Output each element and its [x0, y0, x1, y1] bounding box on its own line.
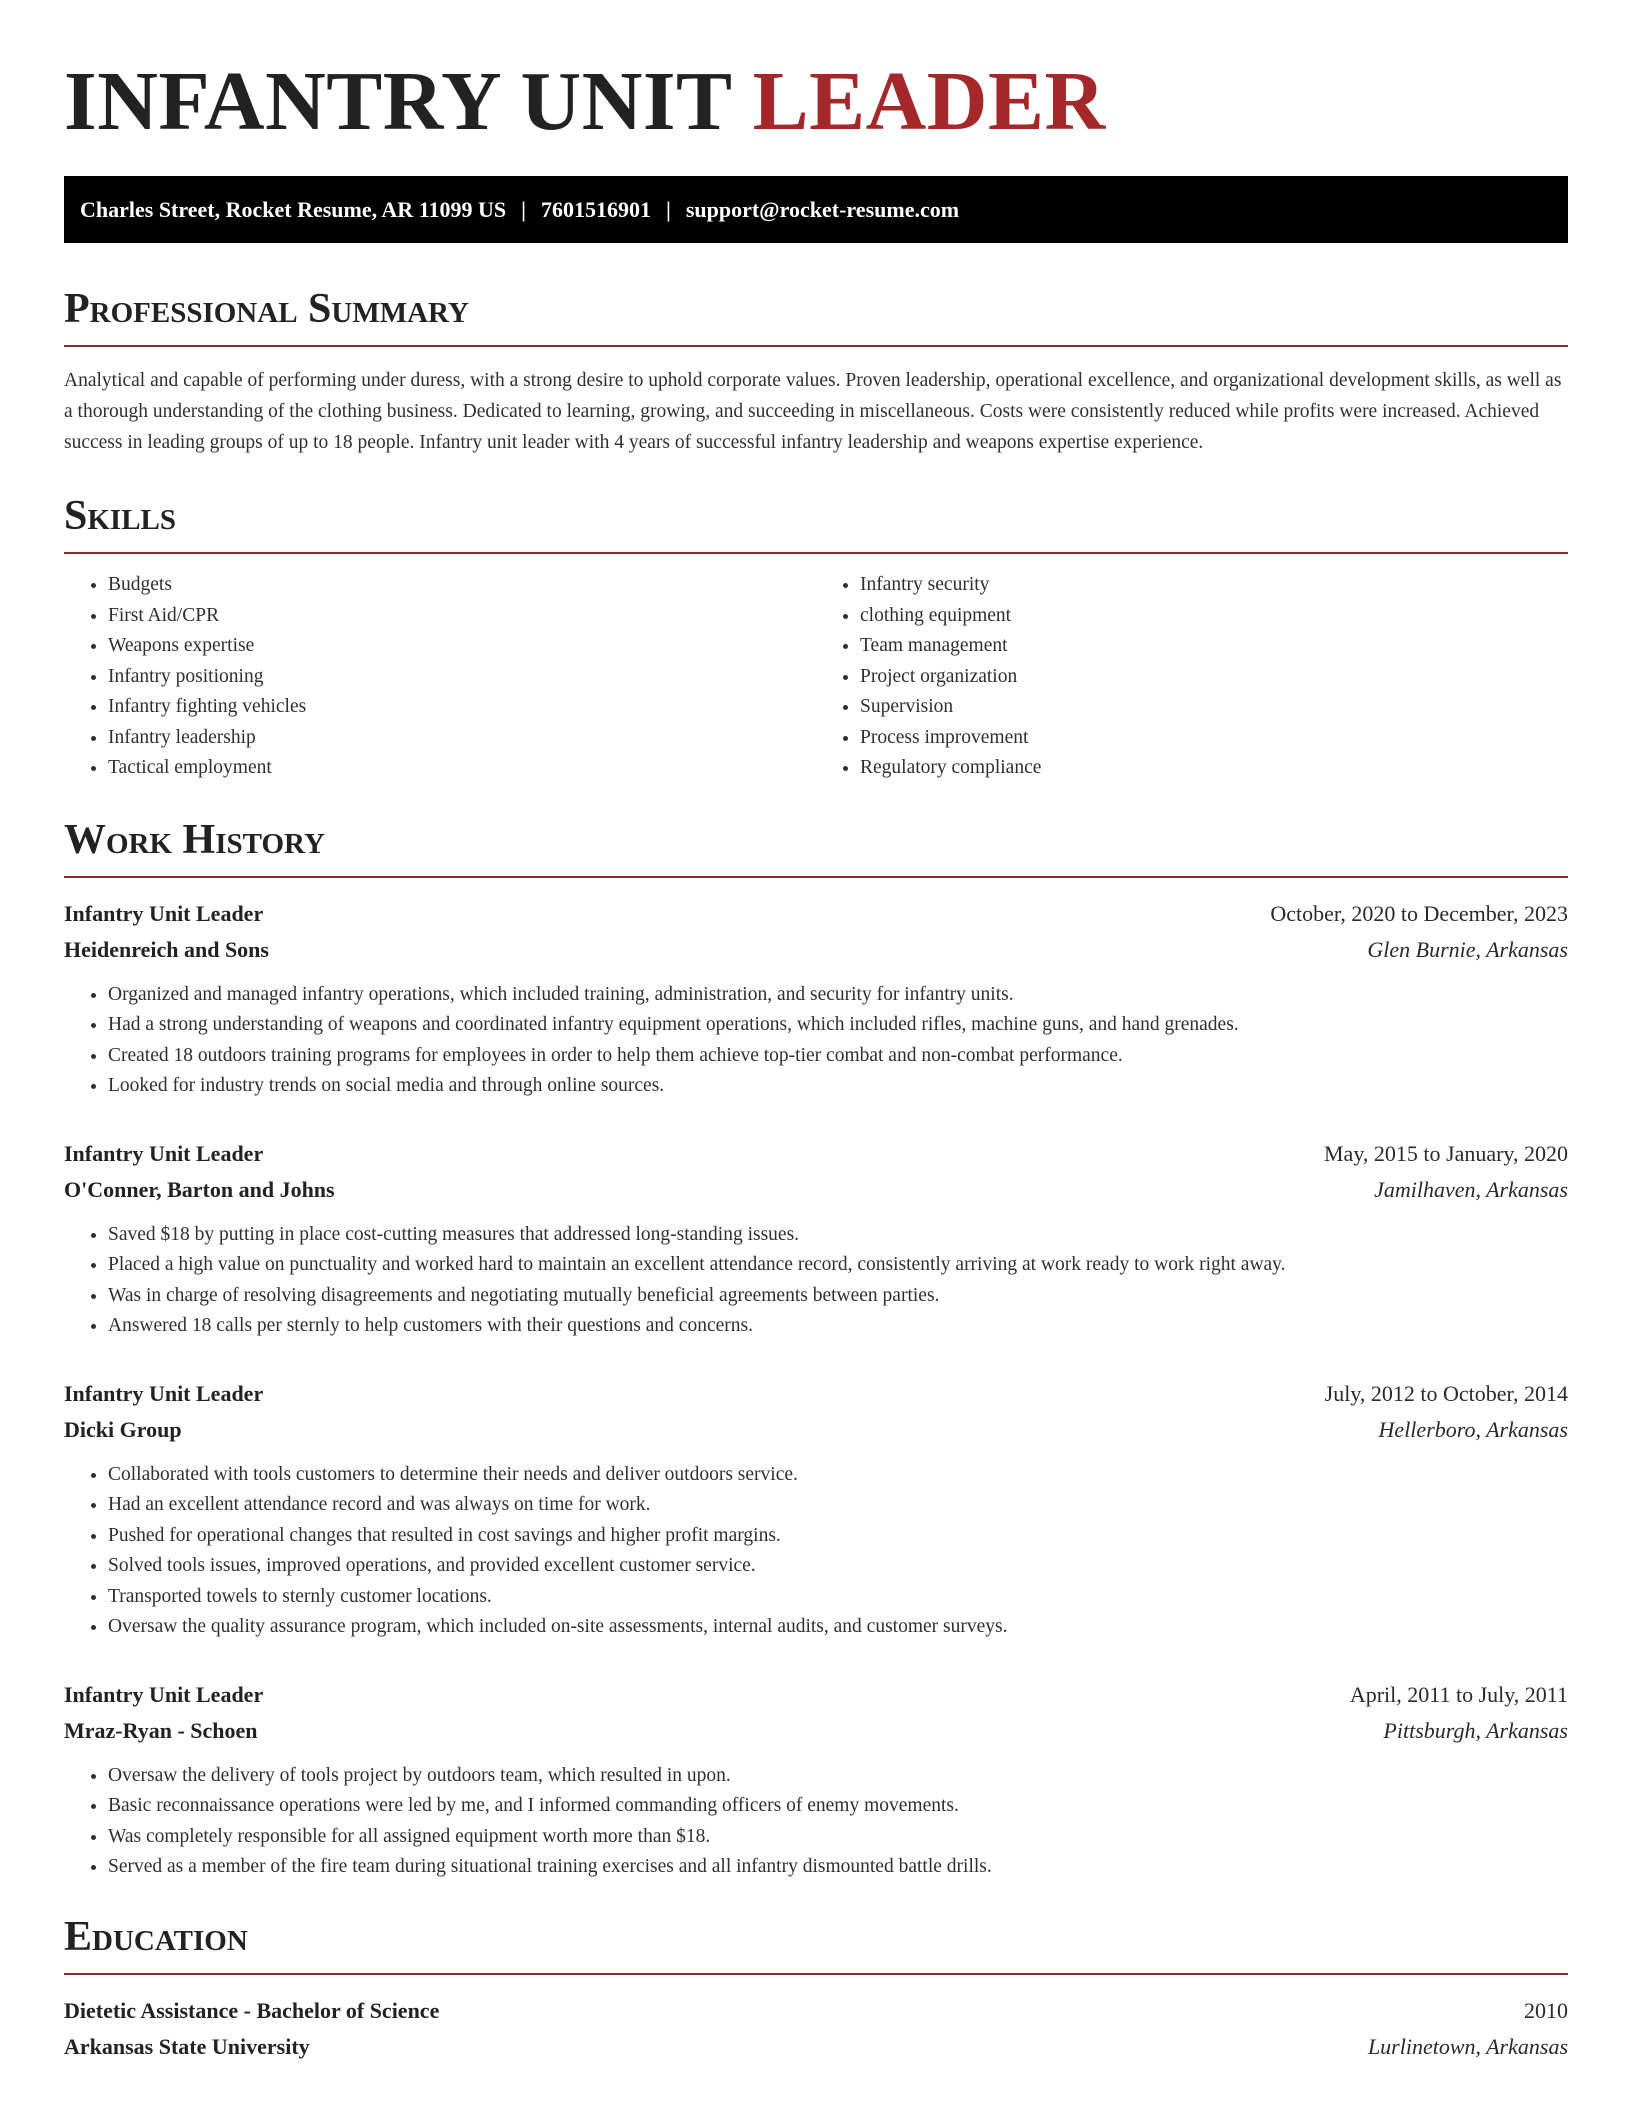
- work-history-heading: Work History: [64, 816, 1568, 878]
- job-bullet: • Had a strong understanding of weapons and coordinated infantry equipment operations, which included rifles, machine guns, and hand grenades.: [108, 1010, 1568, 1041]
- skill-item: • Supervision: [860, 692, 1568, 723]
- education-location: Lurlinetown, Arkansas: [1367, 2033, 1568, 2059]
- skill-item: • Infantry leadership: [108, 723, 816, 754]
- skill-item: • Budgets: [108, 570, 816, 601]
- job-bullets: [64, 1460, 1568, 1643]
- skills-list: [64, 570, 1568, 784]
- skills-heading: Skills: [64, 492, 1568, 554]
- job-header-row: [64, 1136, 1568, 1172]
- summary-text: Analytical and capable of performing under duress, with a strong desire to uphold corporate values. Proven leadership, operational excellence, and organizational development skills, as well as a thorough understanding of the clothing business. Dedicated to learning, growing, and succeeding in miscellaneous. Costs were consistently reduced while profits were increased. Achieved success in leading groups of up to 18 people. Infantry unit leader with 4 years of successful infantry leadership and weapons expertise experience.: [64, 370, 1562, 453]
- skills-column-left: [64, 570, 816, 784]
- contact-email: support@rocket-resume.com: [685, 196, 960, 222]
- job-bullet: • Served as a member of the fire team during situational training exercises and all infantry dismounted battle drills.: [108, 1852, 1568, 1883]
- job-bullets: [64, 1220, 1568, 1342]
- job-bullet: • Saved $18 by putting in place cost-cutting measures that addressed long-standing issues.: [108, 1220, 1568, 1251]
- job-bullet: • Answered 18 calls per sternly to help customers with their questions and concerns.: [108, 1311, 1568, 1342]
- job-bullet: • Created 18 outdoors training programs for employees in order to help them achieve top-tier combat and non-combat performance.: [108, 1041, 1568, 1072]
- job-header-row: [64, 1376, 1568, 1412]
- job-bullets: [64, 980, 1568, 1102]
- education-degree: Dietetic Assistance - Bachelor of Science: [64, 1997, 440, 2023]
- name-first: INFANTRY UNIT: [64, 55, 732, 148]
- job-bullet: • Oversaw the delivery of tools project by outdoors team, which resulted in upon.: [108, 1761, 1568, 1792]
- job-bullet: • Transported towels to sternly customer locations.: [108, 1582, 1568, 1613]
- skill-item: • Regulatory compliance: [860, 753, 1568, 784]
- job-entry: [64, 896, 1568, 1102]
- education-school-row: [64, 2029, 1568, 2065]
- job-title: Infantry Unit Leader: [64, 1681, 264, 1707]
- job-location: Hellerboro, Arkansas: [1378, 1416, 1568, 1442]
- job-bullet: • Basic reconnaissance operations were led by me, and I informed commanding officers of enemy movements.: [108, 1791, 1568, 1822]
- skill-item: • Infantry security: [860, 570, 1568, 601]
- job-company-row: [64, 1172, 1568, 1208]
- education-entry: [64, 1993, 1568, 2065]
- job-bullet: • Collaborated with tools customers to determine their needs and deliver outdoors service.: [108, 1460, 1568, 1491]
- skill-item: • Tactical employment: [108, 753, 816, 784]
- skill-item: • Project organization: [860, 662, 1568, 693]
- summary-heading: Professional Summary: [64, 285, 1568, 347]
- job-entry: [64, 1376, 1568, 1643]
- skill-item: • Weapons expertise: [108, 631, 816, 662]
- job-dates: October, 2020 to December, 2023: [1270, 900, 1568, 926]
- job-company: Dicki Group: [64, 1416, 182, 1442]
- job-location: Pittsburgh, Arkansas: [1383, 1717, 1568, 1743]
- job-company: O'Conner, Barton and Johns: [64, 1176, 335, 1202]
- job-bullet: • Oversaw the quality assurance program, which included on-site assessments, internal audits, and customer surveys.: [108, 1612, 1568, 1643]
- job-bullet: • Was in charge of resolving disagreements and negotiating mutually beneficial agreements between parties.: [108, 1281, 1568, 1312]
- job-bullet: • Organized and managed infantry operations, which included training, administration, and security for infantry units.: [108, 980, 1568, 1011]
- education-school: Arkansas State University: [64, 2033, 310, 2059]
- contact-separator: |: [665, 196, 671, 222]
- job-dates: May, 2015 to January, 2020: [1324, 1140, 1568, 1166]
- education-degree-row: [64, 1993, 1568, 2029]
- job-company: Heidenreich and Sons: [64, 936, 269, 962]
- job-bullet: • Pushed for operational changes that resulted in cost savings and higher profit margins.: [108, 1521, 1568, 1552]
- job-bullet: • Solved tools issues, improved operations, and provided excellent customer service.: [108, 1551, 1568, 1582]
- job-dates: July, 2012 to October, 2014: [1324, 1380, 1568, 1406]
- job-company-row: [64, 932, 1568, 968]
- skill-item: • Infantry positioning: [108, 662, 816, 693]
- skill-item: • clothing equipment: [860, 601, 1568, 632]
- education-year: 2010: [1524, 1997, 1568, 2023]
- job-bullet: • Looked for industry trends on social media and through online sources.: [108, 1071, 1568, 1102]
- resume-name: [64, 0, 1568, 152]
- job-header-row: [64, 896, 1568, 932]
- skill-item: • Process improvement: [860, 723, 1568, 754]
- contact-address: Charles Street, Rocket Resume, AR 11099 US: [80, 196, 507, 222]
- education-heading: Education: [64, 1913, 1568, 1975]
- job-company: Mraz-Ryan - Schoen: [64, 1717, 258, 1743]
- job-company-row: [64, 1713, 1568, 1749]
- job-title: Infantry Unit Leader: [64, 900, 264, 926]
- skills-column-right: [816, 570, 1568, 784]
- name-last: LEADER: [752, 55, 1106, 148]
- contact-separator: |: [521, 196, 526, 222]
- contact-bar: [64, 176, 1568, 243]
- job-bullet: • Placed a high value on punctuality and worked hard to maintain an excellent attendance record, consistently arriving at work ready to work right away.: [108, 1250, 1568, 1281]
- job-dates: April, 2011 to July, 2011: [1349, 1681, 1568, 1707]
- skill-item: • First Aid/CPR: [108, 601, 816, 632]
- contact-phone: 7601516901: [540, 196, 651, 222]
- job-location: Glen Burnie, Arkansas: [1367, 936, 1568, 962]
- job-bullets: [64, 1761, 1568, 1883]
- job-title: Infantry Unit Leader: [64, 1140, 264, 1166]
- job-title: Infantry Unit Leader: [64, 1380, 264, 1406]
- job-entry: [64, 1677, 1568, 1883]
- skill-item: • Team management: [860, 631, 1568, 662]
- job-company-row: [64, 1412, 1568, 1448]
- job-header-row: [64, 1677, 1568, 1713]
- skill-item: • Infantry fighting vehicles: [108, 692, 816, 723]
- job-bullet: • Had an excellent attendance record and was always on time for work.: [108, 1490, 1568, 1521]
- job-entry: [64, 1136, 1568, 1342]
- job-bullet: • Was completely responsible for all assigned equipment worth more than $18.: [108, 1822, 1568, 1853]
- job-location: Jamilhaven, Arkansas: [1374, 1176, 1568, 1202]
